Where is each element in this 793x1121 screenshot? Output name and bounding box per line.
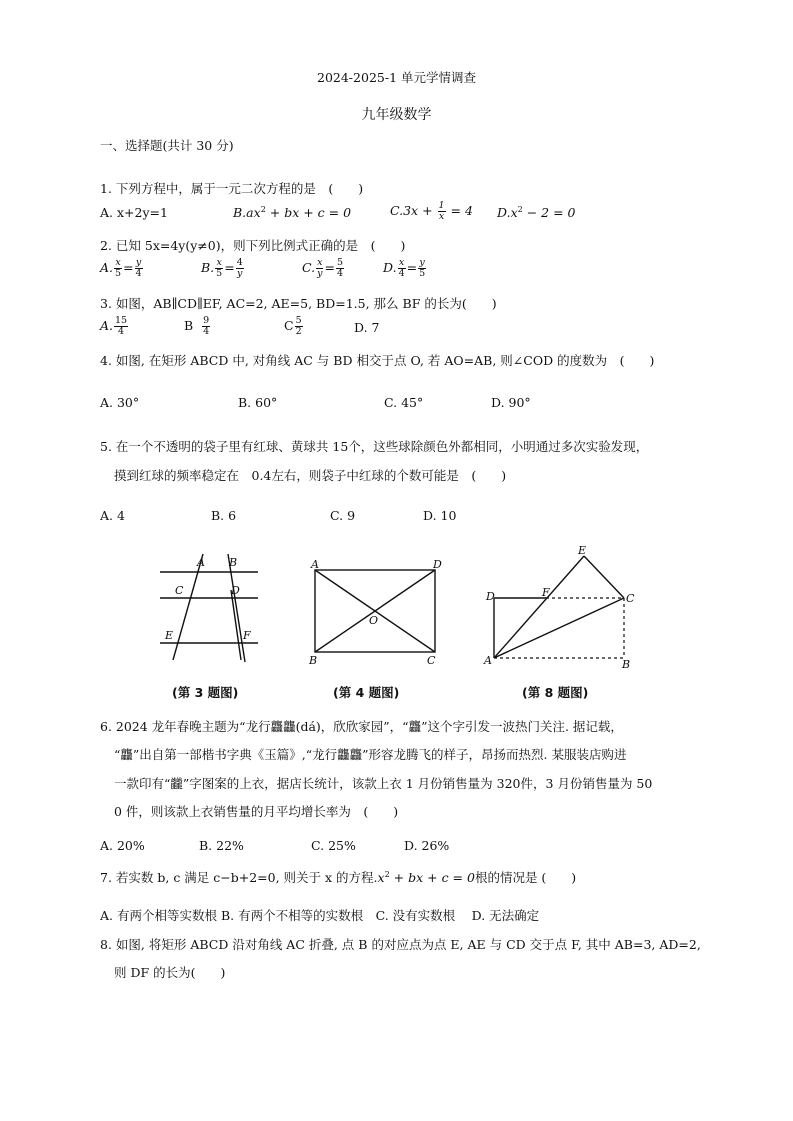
f8-label-c: C	[626, 592, 635, 605]
q2-option-c: C. $\frac{x}{y}$ = $\frac{5}{4}$	[302, 257, 343, 279]
q4-option-d: D. 90°	[491, 395, 531, 410]
figure-3	[155, 550, 265, 670]
q1-option-d: $D.x^2 - 2 = 0$	[497, 205, 576, 220]
f8-label-f: F	[542, 586, 550, 599]
question-6-line-4: 0 件，则该款上衣销售量的月平均增长率为 ( )	[114, 804, 399, 819]
q3-option-d: D. 7	[354, 320, 380, 335]
question-3-stem: 3. 如图，AB∥CD∥EF, AC=2, AE=5, BD=1.5, 那么 BF 的长为( )	[100, 296, 497, 311]
q4-option-b: B. 60°	[238, 395, 278, 410]
question-8-line-2: 则 DF 的长为( )	[114, 965, 226, 980]
q5-option-a: A. 4	[100, 508, 125, 523]
question-6-line-3: 一款印有“龖”字图案的上衣，据店长统计，该款上衣 1 月份销售量为 320件，3 月份销售量为 50	[114, 776, 653, 791]
q3-option-a: A. $\frac{15}{4}$	[100, 315, 128, 337]
f8-label-b: B	[622, 658, 631, 671]
figure-4	[303, 558, 448, 670]
question-4-stem: 4. 如图, 在矩形 ABCD 中, 对角线 AC 与 BD 相交于点 O, 若 AO=AB, 则∠COD 的度数为 ( )	[100, 353, 655, 368]
q5-option-b: B. 6	[211, 508, 237, 523]
f4-label-a: A	[311, 558, 319, 571]
f8-label-e: E	[578, 544, 587, 557]
q4-option-c: C. 45°	[384, 395, 424, 410]
q4-option-a: A. 30°	[100, 395, 140, 410]
question-6-line-1: 6. 2024 龙年春晚主题为“龙行龘龘(dá)，欣欣家园”，“龘”这个字引发一波热门关注. 据记载，	[100, 719, 623, 734]
question-5-line-1: 5. 在一个不透明的袋子里有红球、黄球共 15个，这些球除颜色外都相同，小明通过多次实验发现，	[100, 439, 649, 454]
f3-label-e: E	[165, 629, 174, 642]
question-7-options: A. 有两个相等实数根 B. 有两个不相等的实数根 C. 没有实数根 D. 无法确定	[100, 908, 540, 923]
q5-option-d: D. 10	[423, 508, 457, 523]
q1-option-c: C.3x + $\frac{1}{x}$ = 4	[390, 200, 473, 222]
q2-option-b: B. $\frac{x}{5}$ = $\frac{4}{y}$	[201, 257, 243, 279]
f4-label-d: D	[433, 558, 442, 571]
q6-option-a: A. 20%	[100, 838, 145, 853]
f3-label-c: C	[175, 584, 184, 597]
question-2-stem: 2. 已知 5x=4y(y≠0)，则下列比例式正确的是 ( )	[100, 238, 406, 253]
q6-option-d: D. 26%	[404, 838, 450, 853]
f4-label-c: C	[427, 654, 436, 667]
question-6-line-2: “龘”出自第一部楷书字典《玉篇》,“龙行龘龘”形容龙腾飞的样子，昂扬而热烈. 某服装店购进	[114, 747, 627, 762]
f3-label-a: A	[197, 556, 205, 569]
q3-option-c: C $\frac{5}{2}$	[284, 315, 302, 337]
f3-label-b: B	[229, 556, 238, 569]
question-7-stem: 7. 若实数 b, c 满足 c−b+2=0, 则关于 x 的方程$.x^2$ + bx + c = 0根的情况是 ( )	[100, 870, 577, 885]
question-1-stem: 1. 下列方程中，属于一元二次方程的是 ( )	[100, 181, 364, 196]
q2-option-d: D. $\frac{x}{4}$ = $\frac{y}{5}$	[383, 257, 426, 279]
q6-option-c: C. 25%	[311, 838, 356, 853]
q6-option-b: B. 22%	[199, 838, 244, 853]
figure-4-caption: (第 4 题图)	[333, 685, 400, 700]
f3-label-f: F	[243, 629, 251, 642]
exam-title: 2024-2025-1 单元学情调查	[317, 70, 476, 85]
figure-8	[482, 544, 644, 672]
q5-option-c: C. 9	[330, 508, 356, 523]
exam-subtitle: 九年级数学	[361, 107, 432, 123]
q3-option-b: B $\frac{9}{4}$	[184, 315, 210, 337]
f8-label-a: A	[484, 654, 492, 667]
figure-3-caption: (第 3 题图)	[172, 685, 239, 700]
f8-label-d: D	[486, 590, 495, 603]
section-heading: 一、选择题(共计 30 分)	[100, 138, 234, 153]
q2-option-a: A. $\frac{x}{5}$ = $\frac{y}{4}$	[100, 257, 142, 279]
q1-option-b: $B.ax^2$ + bx + c = 0	[233, 205, 352, 220]
f3-label-d: D	[231, 584, 240, 597]
f4-label-o: O	[369, 614, 379, 627]
f4-label-b: B	[309, 654, 318, 667]
question-8-line-1: 8. 如图, 将矩形 ABCD 沿对角线 AC 折叠, 点 B 的对应点为点 E, AE 与 CD 交于点 F, 其中 AB=3, AD=2,	[100, 937, 701, 952]
q1-option-a: A. x+2y=1	[100, 205, 168, 220]
figure-8-caption: (第 8 题图)	[522, 685, 589, 700]
question-5-line-2: 摸到红球的频率稳定在 0.4左右，则袋子中红球的个数可能是 ( )	[114, 468, 507, 483]
